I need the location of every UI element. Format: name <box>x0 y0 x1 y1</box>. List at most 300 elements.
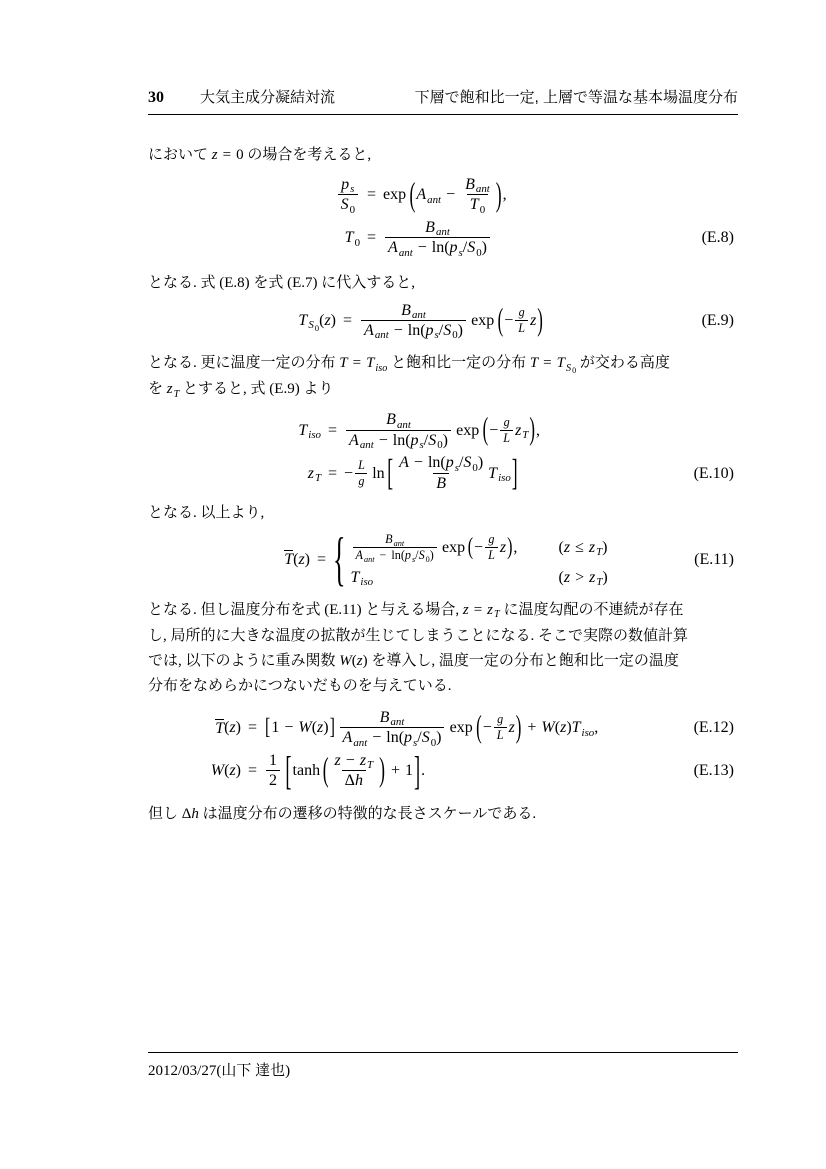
math-delimiter: ( <box>467 534 474 560</box>
case-row <box>351 569 608 587</box>
math-variable: z <box>166 381 173 398</box>
math-roman: 1 <box>271 719 280 737</box>
math-operator: − <box>393 321 403 339</box>
math-subscript <box>426 555 430 564</box>
math-roman: ln( <box>392 431 411 449</box>
math-variable: W <box>339 652 352 669</box>
math-subscript <box>308 319 319 331</box>
text-run: の場合を考えると, <box>243 147 372 163</box>
math-subscripted <box>308 319 319 331</box>
math-variable: A <box>399 454 409 472</box>
math-variable: iso <box>375 362 388 374</box>
math-variable: T <box>173 388 180 400</box>
math-subscripted <box>450 239 463 257</box>
math-subscript <box>412 309 426 321</box>
equation-row <box>290 302 738 341</box>
text-run: に温度勾配の不連続が存在 <box>499 601 684 618</box>
equation-number: (E.12) <box>693 719 734 737</box>
math-delimiter: ) <box>379 750 385 789</box>
math-subscript <box>375 329 389 341</box>
text-line <box>148 674 738 699</box>
math-roman: Δ <box>344 772 355 790</box>
math-delimiter: ( <box>409 174 416 213</box>
math-delimiter: ( <box>497 301 504 338</box>
fraction-numerator <box>501 416 513 430</box>
math-variable: B <box>379 708 390 726</box>
math-roman: / <box>415 547 419 562</box>
math-variable: T <box>344 229 354 247</box>
fraction-numerator <box>355 459 368 473</box>
math-subscripted <box>443 322 457 340</box>
math-subscripted <box>298 422 321 440</box>
math-subscript <box>364 555 375 564</box>
math-variable: ant <box>398 246 413 259</box>
math-subscripted <box>470 196 485 214</box>
math-variable: W <box>298 719 312 737</box>
math-variable: T <box>350 568 360 586</box>
math-roman: ) <box>477 454 484 472</box>
fraction-denominator <box>385 237 490 257</box>
math-variable: z <box>462 601 469 618</box>
equation-number: (E.11) <box>694 550 734 568</box>
math-variable: S <box>467 239 476 257</box>
math-variable: A <box>416 186 427 204</box>
text-run: 分布をなめらかにつないだものを与えている. <box>148 677 452 694</box>
math-variable: S <box>565 362 572 374</box>
fraction-denominator <box>494 727 507 743</box>
math-variable: z <box>229 762 236 780</box>
math-roman: ( <box>558 568 564 586</box>
text-run: において <box>148 147 212 163</box>
math-subscript <box>582 727 595 739</box>
math-fraction <box>353 533 437 563</box>
math-variable: S <box>418 547 425 562</box>
math-subscript <box>437 439 442 451</box>
math-roman: ) <box>362 652 368 669</box>
math-subscript <box>572 366 576 375</box>
text-run: を導入し, 温度一定の分布と飽和比一定の温度 <box>367 652 679 669</box>
math-subscripted <box>298 311 320 333</box>
math-variable: ant <box>427 193 442 206</box>
paragraph-after-e9 <box>148 351 738 403</box>
math-subscripted <box>388 239 413 257</box>
math-delimiter: ( <box>482 410 489 448</box>
math-delimiter: ) <box>537 301 543 338</box>
math-subscript <box>427 194 441 206</box>
math-subscript <box>476 183 490 195</box>
math-roman: / <box>438 321 444 339</box>
math-subscript <box>375 363 387 374</box>
math-variable: z <box>499 538 507 556</box>
math-variable: z <box>588 538 596 556</box>
math-fraction <box>396 454 486 493</box>
math-roman: / <box>462 239 468 257</box>
math-roman: 0 <box>314 322 320 333</box>
math-roman: exp <box>456 421 480 439</box>
math-roman: 0 <box>572 365 577 375</box>
math-subscript <box>390 716 404 728</box>
math-fraction <box>500 416 513 446</box>
math-subscripted <box>345 229 360 247</box>
math-subscripted <box>356 549 375 563</box>
math-variable: s <box>434 329 439 342</box>
math-variable: T <box>596 546 603 559</box>
math-subscript <box>350 204 355 216</box>
math-roman: ln <box>372 464 385 482</box>
math-roman: ln( <box>431 239 450 257</box>
math-roman: ) <box>235 719 241 737</box>
math-subscript <box>412 555 415 564</box>
math-subscript <box>459 247 463 259</box>
math-variable: s <box>350 183 355 196</box>
math-variable: z <box>487 601 494 618</box>
math-relation: = <box>328 421 338 439</box>
text-line <box>148 377 738 403</box>
equation-number: (E.9) <box>701 311 734 329</box>
fraction-numerator <box>332 752 377 770</box>
math-roman: ln( <box>386 729 405 747</box>
math-fraction <box>355 459 368 489</box>
math-subscript <box>397 419 411 431</box>
math-subscripted <box>349 432 374 450</box>
math-subscripted <box>428 432 442 450</box>
math-variable: z <box>229 719 236 737</box>
text-run: 但し <box>148 806 182 823</box>
math-variable: S <box>463 454 472 472</box>
math-subscripted <box>366 351 387 377</box>
math-operator: = <box>543 355 552 372</box>
paragraph-after-e10 <box>148 501 738 526</box>
math-roman: ) <box>436 729 442 747</box>
text-line <box>148 598 738 624</box>
math-relation: = <box>343 311 353 329</box>
math-subscript <box>596 576 602 588</box>
equation-number: (E.13) <box>693 762 734 780</box>
fraction-denominator <box>346 430 451 450</box>
math-variable: s <box>454 461 459 474</box>
math-variable: ant <box>393 538 405 548</box>
cases-brace-icon: { <box>333 525 346 593</box>
fraction-denominator <box>433 473 449 493</box>
math-variable: T <box>571 719 581 737</box>
math-delimiter: ] <box>329 715 335 740</box>
math-variable: T <box>529 355 539 372</box>
math-variable: z <box>356 652 363 669</box>
math-variable: L <box>518 320 526 335</box>
math-operator: + <box>527 719 537 737</box>
math-roman: ( <box>224 762 230 780</box>
text-line <box>148 501 738 526</box>
math-roman: exp <box>383 186 407 204</box>
math-operator: − <box>446 186 456 204</box>
math-roman: ) <box>457 321 463 339</box>
math-variable: z <box>307 464 314 482</box>
math-variable: ant <box>359 439 374 452</box>
math-variable: z <box>298 550 305 568</box>
math-variable: S <box>428 431 437 449</box>
math-roman: ( <box>351 652 357 669</box>
math-subscripted <box>351 569 374 587</box>
math-roman: ) <box>442 431 448 449</box>
math-roman: ) <box>602 538 608 556</box>
math-variable: L <box>358 457 365 472</box>
equation-e11 <box>148 525 738 593</box>
math-subscripted <box>341 196 355 214</box>
text-run: となる. 更に温度一定の分布 <box>148 355 340 372</box>
math-delimiter: ] <box>414 748 421 793</box>
math-roman: 0 <box>236 147 244 163</box>
math-roman: ) <box>566 719 572 737</box>
fraction-numerator <box>338 176 357 194</box>
math-operator: = <box>473 601 483 618</box>
math-cases <box>333 525 608 593</box>
equation-e9 <box>148 302 738 341</box>
math-subscripted <box>308 465 321 483</box>
math-subscript <box>431 737 436 749</box>
math-variable: S <box>308 319 314 332</box>
math-roman: exp <box>471 311 495 329</box>
math-variable: z <box>211 147 218 163</box>
math-roman: / <box>417 729 422 747</box>
math-overline <box>215 719 224 738</box>
math-roman: ) <box>235 762 241 780</box>
math-variable: z <box>563 568 571 586</box>
math-delimiter: [ <box>387 450 394 493</box>
math-roman: ) <box>481 239 487 257</box>
math-subscripted <box>488 465 511 483</box>
math-delimiter: ( <box>322 750 329 789</box>
math-variable: z <box>508 719 515 737</box>
equation-number: (E.10) <box>693 464 734 482</box>
math-variable: z <box>324 311 331 329</box>
math-variable: iso <box>360 576 374 589</box>
math-variable: s <box>458 246 463 259</box>
math-variable: s <box>419 439 424 452</box>
text-run: となる. 以上より, <box>148 504 265 521</box>
equation-e12-e13 <box>148 709 738 791</box>
fraction-denominator <box>338 194 358 214</box>
text-run: が交わる高度 <box>576 355 670 372</box>
math-variable: ant <box>396 418 411 431</box>
math-roman: , <box>502 186 507 204</box>
math-relation: = <box>317 550 327 568</box>
math-roman: − <box>344 464 354 482</box>
math-subscript <box>394 539 405 548</box>
math-variable: S <box>340 196 349 214</box>
math-operator: − <box>284 719 294 737</box>
math-variable: B <box>436 474 447 492</box>
math-variable: B <box>425 218 435 236</box>
math-variable: A <box>342 729 353 747</box>
math-variable: T <box>314 471 321 484</box>
fraction-numerator <box>377 709 408 727</box>
section-title: 下層で飽和比一定, 上層で等温な基本場温度分布 <box>414 89 738 106</box>
math-roman: tanh <box>292 762 321 780</box>
math-variable: ant <box>390 716 405 729</box>
math-variable: ant <box>363 554 375 564</box>
fraction-denominator <box>500 430 513 446</box>
fraction-numerator <box>516 306 528 320</box>
math-roman: ( <box>224 719 230 737</box>
math-subscript <box>452 329 457 341</box>
math-roman: . <box>421 762 426 780</box>
text-line <box>148 271 738 296</box>
math-roman: / <box>423 431 429 449</box>
math-fraction <box>462 176 493 215</box>
math-subscript <box>367 759 373 771</box>
math-variable: z <box>563 538 571 556</box>
math-fraction <box>346 411 451 450</box>
math-roman: − <box>504 311 514 329</box>
fraction-denominator <box>353 547 437 563</box>
math-subscript <box>353 737 367 749</box>
math-variable: T <box>339 355 348 372</box>
math-roman: ) <box>429 547 434 562</box>
math-subscripted <box>446 454 459 472</box>
math-subscripted <box>463 454 477 472</box>
math-roman: 0 <box>472 461 478 474</box>
math-roman: 0 <box>452 329 458 342</box>
math-subscripted <box>589 539 602 557</box>
paragraph-after-e11 <box>148 598 738 699</box>
text-run: を <box>148 381 167 398</box>
math-variable: z <box>334 751 341 769</box>
math-variable: T <box>284 551 294 569</box>
fraction-denominator <box>467 194 488 214</box>
math-operator: − <box>379 547 387 562</box>
math-variable: T <box>488 464 498 482</box>
math-subscripted <box>411 432 424 450</box>
math-variable: B <box>386 411 396 429</box>
math-operator: − <box>345 751 355 769</box>
text-run: は温度分布の遷移の特徴的な長さスケールである. <box>198 806 537 823</box>
fraction-denominator <box>361 320 466 340</box>
equation-row <box>293 411 738 450</box>
page-header <box>148 86 738 115</box>
math-variable: z <box>515 421 522 439</box>
fraction-numerator <box>494 713 506 727</box>
equation-row <box>195 709 738 748</box>
math-roman: − <box>489 421 499 439</box>
math-subscript <box>174 389 180 400</box>
document-title: 大気主成分凝結対流 <box>200 89 336 106</box>
math-subscript <box>498 472 511 484</box>
math-variable: ant <box>435 226 450 239</box>
math-delimiter: ) <box>515 708 522 745</box>
math-subscript <box>596 546 602 558</box>
equation-row <box>270 525 738 593</box>
math-subscripted <box>386 411 411 429</box>
math-subscript <box>315 323 319 333</box>
math-variable: z <box>589 568 596 586</box>
math-delimiter: ) <box>529 410 535 448</box>
math-subscripted <box>343 729 368 747</box>
fraction-numerator <box>485 533 497 547</box>
math-roman: , <box>535 421 540 439</box>
math-subscripted <box>341 176 354 194</box>
math-fraction <box>338 176 358 215</box>
math-variable: B <box>465 176 475 193</box>
math-operator: − <box>372 729 382 747</box>
math-variable: s <box>411 554 416 564</box>
math-subscripted <box>557 351 577 377</box>
math-subscript <box>350 183 354 195</box>
math-subscript <box>566 363 576 374</box>
math-subscripted <box>404 729 417 747</box>
equation-e8 <box>148 176 738 258</box>
math-subscripted <box>380 709 405 727</box>
math-variable: s <box>413 736 418 749</box>
math-subscripted <box>419 549 430 563</box>
math-variable: A <box>349 431 359 449</box>
math-variable: W <box>541 719 555 737</box>
math-roman: − <box>474 538 484 556</box>
math-fraction <box>332 752 377 791</box>
math-fraction <box>340 709 445 748</box>
math-subscript <box>420 439 424 451</box>
text-line <box>148 143 738 168</box>
equation-e10 <box>148 411 738 493</box>
math-roman: 0 <box>425 554 430 564</box>
fraction-numerator <box>422 219 453 237</box>
math-subscripted <box>167 377 180 403</box>
math-variable: L <box>503 430 511 445</box>
math-variable: ant <box>411 309 426 322</box>
math-roman: exp <box>449 719 473 737</box>
math-subscripted <box>515 422 528 440</box>
math-subscript <box>494 609 500 620</box>
math-roman: 0 <box>437 439 443 452</box>
paragraph-final <box>148 802 738 827</box>
math-roman: Δ <box>181 806 192 823</box>
math-delimiter: ( <box>476 708 482 745</box>
math-variable: h <box>354 772 363 790</box>
math-variable: T <box>298 421 308 439</box>
math-roman: ln( <box>407 321 426 339</box>
document-body <box>148 112 738 827</box>
text-run: となる. 式 (E.8) を式 (E.7) に代入すると, <box>148 274 416 291</box>
math-fraction <box>385 219 490 258</box>
math-subscript <box>399 247 413 259</box>
paragraph-intro <box>148 143 738 168</box>
fraction-denominator <box>342 770 366 790</box>
math-subscript <box>455 462 459 474</box>
math-subscripted <box>360 752 373 770</box>
math-variable: T <box>366 355 375 372</box>
math-operator: > <box>575 568 585 586</box>
math-roman: 1 <box>405 762 413 780</box>
math-variable: ant <box>475 183 490 196</box>
math-operator: − <box>417 239 427 257</box>
math-fraction <box>266 752 280 791</box>
text-line <box>148 624 738 649</box>
math-overline <box>284 550 293 569</box>
math-variable: p <box>410 431 419 449</box>
math-subscripted <box>416 186 441 204</box>
math-roman: ( <box>319 311 325 329</box>
math-fraction <box>494 713 507 743</box>
page-footer <box>148 1052 738 1080</box>
text-run: となる. 但し温度分布を式 (E.11) と与える場合, <box>148 601 463 618</box>
math-delimiter: [ <box>265 715 271 740</box>
math-variable: iso <box>308 429 321 442</box>
fraction-numerator <box>398 302 429 320</box>
text-run: とすると, 式 (E.9) より <box>179 381 334 398</box>
math-variable: A <box>388 239 398 257</box>
case-row <box>351 533 608 563</box>
math-operator: − <box>378 431 388 449</box>
math-variable: p <box>445 454 454 472</box>
